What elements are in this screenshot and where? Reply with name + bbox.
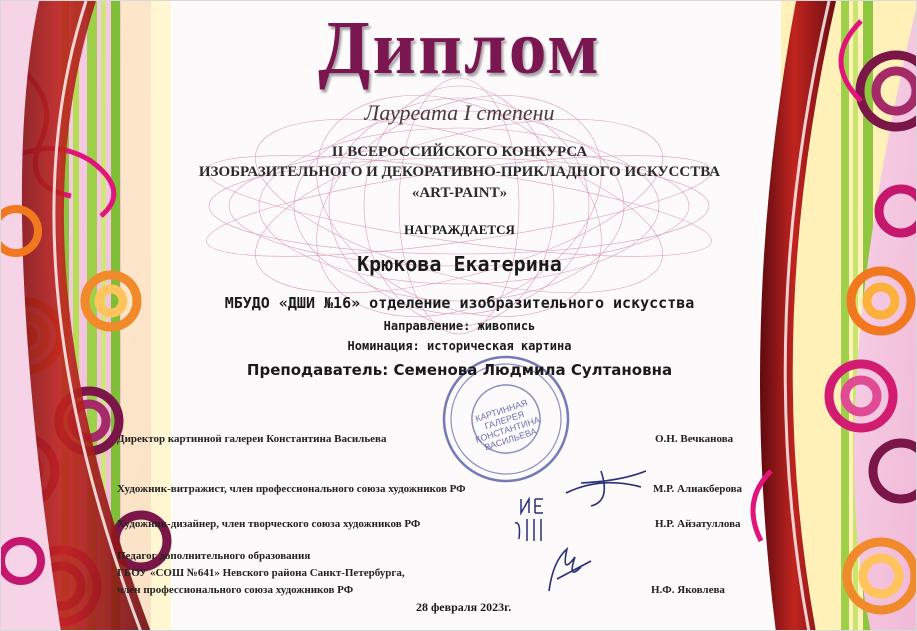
signatory-3-name: Н.Р. Айзатуллова — [655, 518, 741, 530]
signatory-2-name: М.Р. Алиакберова — [653, 483, 743, 495]
signatory-2-role: Художник-витражист, член профессионального союза художников РФ — [117, 483, 466, 495]
stamp-center-text: КАРТИННАЯ ГАЛЕРЕЯ КОНСТАНТИНА ВАСИЛЬЕВА — [473, 397, 541, 453]
diploma-decoration — [1, 1, 917, 631]
diploma-title: Диплом — [318, 6, 601, 90]
issue-date: 28 февраля 2023г. — [416, 600, 512, 614]
nomination-line: Номинация: историческая картина — [347, 339, 572, 353]
signatory-1-name: О.Н. Вечканова — [655, 433, 734, 445]
awarded-label: НАГРАЖДАЕТСЯ — [404, 222, 515, 237]
contest-name-line-1: II ВСЕРОССИЙСКОГО КОНКУРСА — [331, 144, 588, 160]
signature-mark-2 — [515, 499, 543, 541]
contest-name-line-3: «ART-PAINT» — [411, 185, 508, 201]
guilloche-rosette — [201, 52, 716, 360]
school-name: МБУДО «ДШИ №16» отделение изобразительного искусства — [224, 294, 695, 312]
signature-mark-1 — [566, 471, 646, 506]
contest-name-line-2: ИЗОБРАЗИТЕЛЬНОГО И ДЕКОРАТИВНО-ПРИКЛАДНОГО ИСКУССТВА — [198, 164, 721, 180]
signatory-4-role-line-1: Педагог дополнительного образования — [117, 550, 311, 562]
signature-mark-3 — [549, 549, 591, 591]
signatory-4-name: Н.Ф. Яковлева — [651, 584, 725, 596]
signatory-4-role-line-2: ГБОУ «СОШ №641» Невского района Санкт-Петербурга, — [117, 567, 405, 579]
teacher-line: Преподаватель: Семенова Людмила Султановна — [246, 361, 673, 379]
direction-line: Направление: живопись — [383, 319, 536, 333]
right-ornament — [753, 1, 917, 631]
signatory-3-role: Художник-дизайнер, член творческого союза художников РФ — [117, 518, 421, 530]
signatory-1-role: Директор картинной галереи Константина Васильева — [117, 433, 387, 445]
diploma-subtitle: Лауреата I степени — [364, 100, 555, 125]
signatory-4-role-line-3: член профессионального союза художников РФ — [117, 584, 354, 596]
recipient-name: Крюкова Екатерина — [357, 252, 562, 276]
left-ornament — [1, 1, 171, 631]
